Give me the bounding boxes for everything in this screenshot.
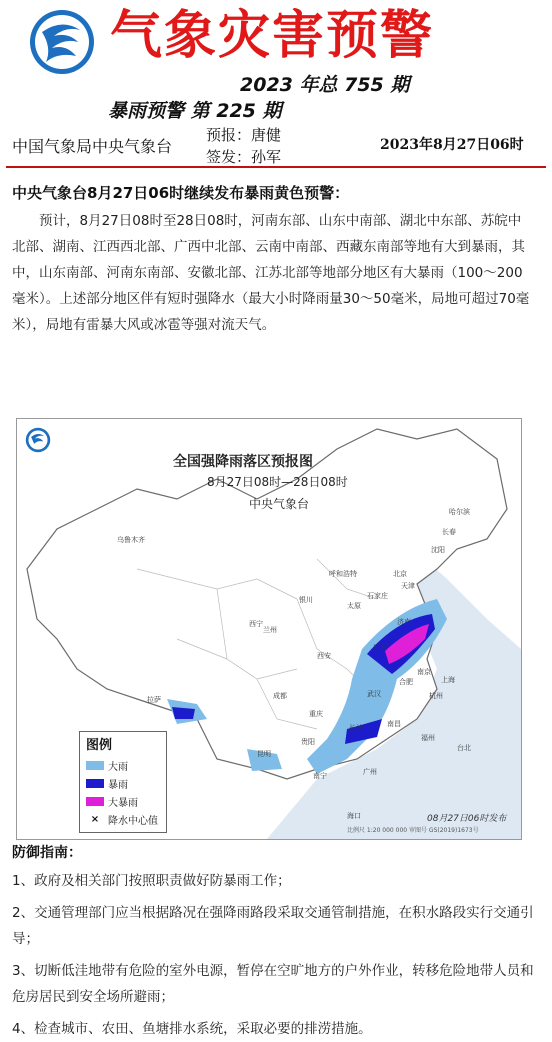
city-label: 哈尔滨 xyxy=(449,508,470,516)
map-legend xyxy=(79,731,167,833)
legend-label: 大雨 xyxy=(108,762,128,773)
legend-item xyxy=(86,776,128,791)
city-label: 合肥 xyxy=(399,678,413,686)
legend-item xyxy=(86,812,158,827)
city-label: 长春 xyxy=(442,528,456,536)
city-label: 呼和浩特 xyxy=(329,570,357,578)
city-label: 银川 xyxy=(299,596,313,604)
warning-headline: 中央气象台8月27日06时继续发布暴雨黄色预警： xyxy=(12,184,350,202)
rainstorm-area xyxy=(172,707,195,719)
city-label: 杭州 xyxy=(429,692,443,700)
issuing-agency: 中国气象局中央气象台 xyxy=(12,137,173,156)
city-label: 武汉 xyxy=(367,690,381,698)
city-label: 重庆 xyxy=(309,710,323,718)
city-label: 沈阳 xyxy=(431,546,445,554)
forecaster-name: 预报：唐健 xyxy=(206,126,282,144)
legend-item xyxy=(86,794,138,809)
city-label: 南宁 xyxy=(313,772,327,780)
legend-item xyxy=(86,758,128,773)
map-org: 中央气象台 xyxy=(249,497,310,511)
guide-title: 防御指南： xyxy=(12,845,82,861)
city-label: 福州 xyxy=(421,734,435,742)
city-label: 北京 xyxy=(393,570,407,578)
city-label: 台北 xyxy=(457,744,471,752)
legend-swatch xyxy=(86,761,104,770)
legend-label: 大暴雨 xyxy=(108,798,138,809)
issue-number: 2023 年总 755 期 xyxy=(240,74,410,96)
rainfall-forecast-map xyxy=(16,418,522,840)
city-label: 昆明 xyxy=(257,750,271,758)
map-logo-icon xyxy=(25,427,51,453)
signer-name: 签发：孙军 xyxy=(206,148,282,166)
rain-center-icon: × xyxy=(90,814,100,825)
city-label: 乌鲁木齐 xyxy=(117,536,145,544)
city-label: 拉萨 xyxy=(147,696,161,704)
city-label: 郑州 xyxy=(373,644,387,652)
header-divider xyxy=(6,166,546,168)
city-label: 济南 xyxy=(397,618,411,626)
legend-label: 降水中心值 xyxy=(108,816,158,827)
cma-logo-icon xyxy=(28,8,96,76)
city-label: 上海 xyxy=(441,676,455,684)
warning-body: 预计，8月27日08时至28日08时，河南东部、山东中南部、湖北中东部、苏皖中北部、湖南、江西西北部、广西中北部、云南中南部、西藏东南部等地有大到暴雨，其中，山东南部、河南东南部、安徽北部、江苏北部等地部分地区有大暴雨（100～200毫米）。上述部分地区伴有短时强降水（最大小时降雨量30～50毫米，局地可超过70毫米），局地有雷暴大风或冰雹等强对流天气。 xyxy=(12,213,530,333)
legend-swatch xyxy=(86,779,104,788)
map-time-range: 8月27日08时—28日08时 xyxy=(207,475,348,489)
city-label: 天津 xyxy=(401,582,415,590)
city-label: 南京 xyxy=(417,668,431,676)
forecaster-block xyxy=(206,124,281,168)
issue-date: 2023年8月27日06时 xyxy=(380,137,524,153)
map-scale: 比例尺 1:20 000 000 审图号 GS(2019)1673号 xyxy=(347,827,479,834)
map-title: 全国强降雨落区预报图 xyxy=(173,454,313,470)
city-label: 广州 xyxy=(363,768,377,776)
map-publish-time: 08月27日06时发布 xyxy=(427,814,507,824)
warning-issue-number: 暴雨预警 第 225 期 xyxy=(108,100,282,122)
legend-swatch xyxy=(86,797,104,806)
city-label: 贵阳 xyxy=(301,738,315,746)
guide-item: 1、政府及相关部门按照职责做好防暴雨工作； xyxy=(12,873,291,889)
city-label: 长沙 xyxy=(349,724,363,732)
guide-item: 3、切断低洼地带有危险的室外电源，暂停在空旷地方的户外作业，转移危险地带人员和危房居民到安全场所避雨； xyxy=(12,963,534,1005)
city-label: 海口 xyxy=(347,812,361,820)
city-label: 南昌 xyxy=(387,720,401,728)
city-label: 成都 xyxy=(273,692,287,700)
city-label: 西宁 xyxy=(249,620,263,628)
city-label: 兰州 xyxy=(263,626,277,634)
legend-title: 图例 xyxy=(86,738,113,753)
guide-item: 4、检查城市、农田、鱼塘排水系统，采取必要的排涝措施。 xyxy=(12,1021,372,1037)
city-label: 太原 xyxy=(347,602,361,610)
city-label: 石家庄 xyxy=(367,592,388,600)
main-title: 气象灾害预警 xyxy=(110,5,435,66)
city-label: 西安 xyxy=(317,652,331,660)
guide-item: 2、交通管理部门应当根据路况在强降雨路段采取交通管制措施，在积水路段实行交通引导； xyxy=(12,905,534,947)
legend-label: 暴雨 xyxy=(108,780,128,791)
